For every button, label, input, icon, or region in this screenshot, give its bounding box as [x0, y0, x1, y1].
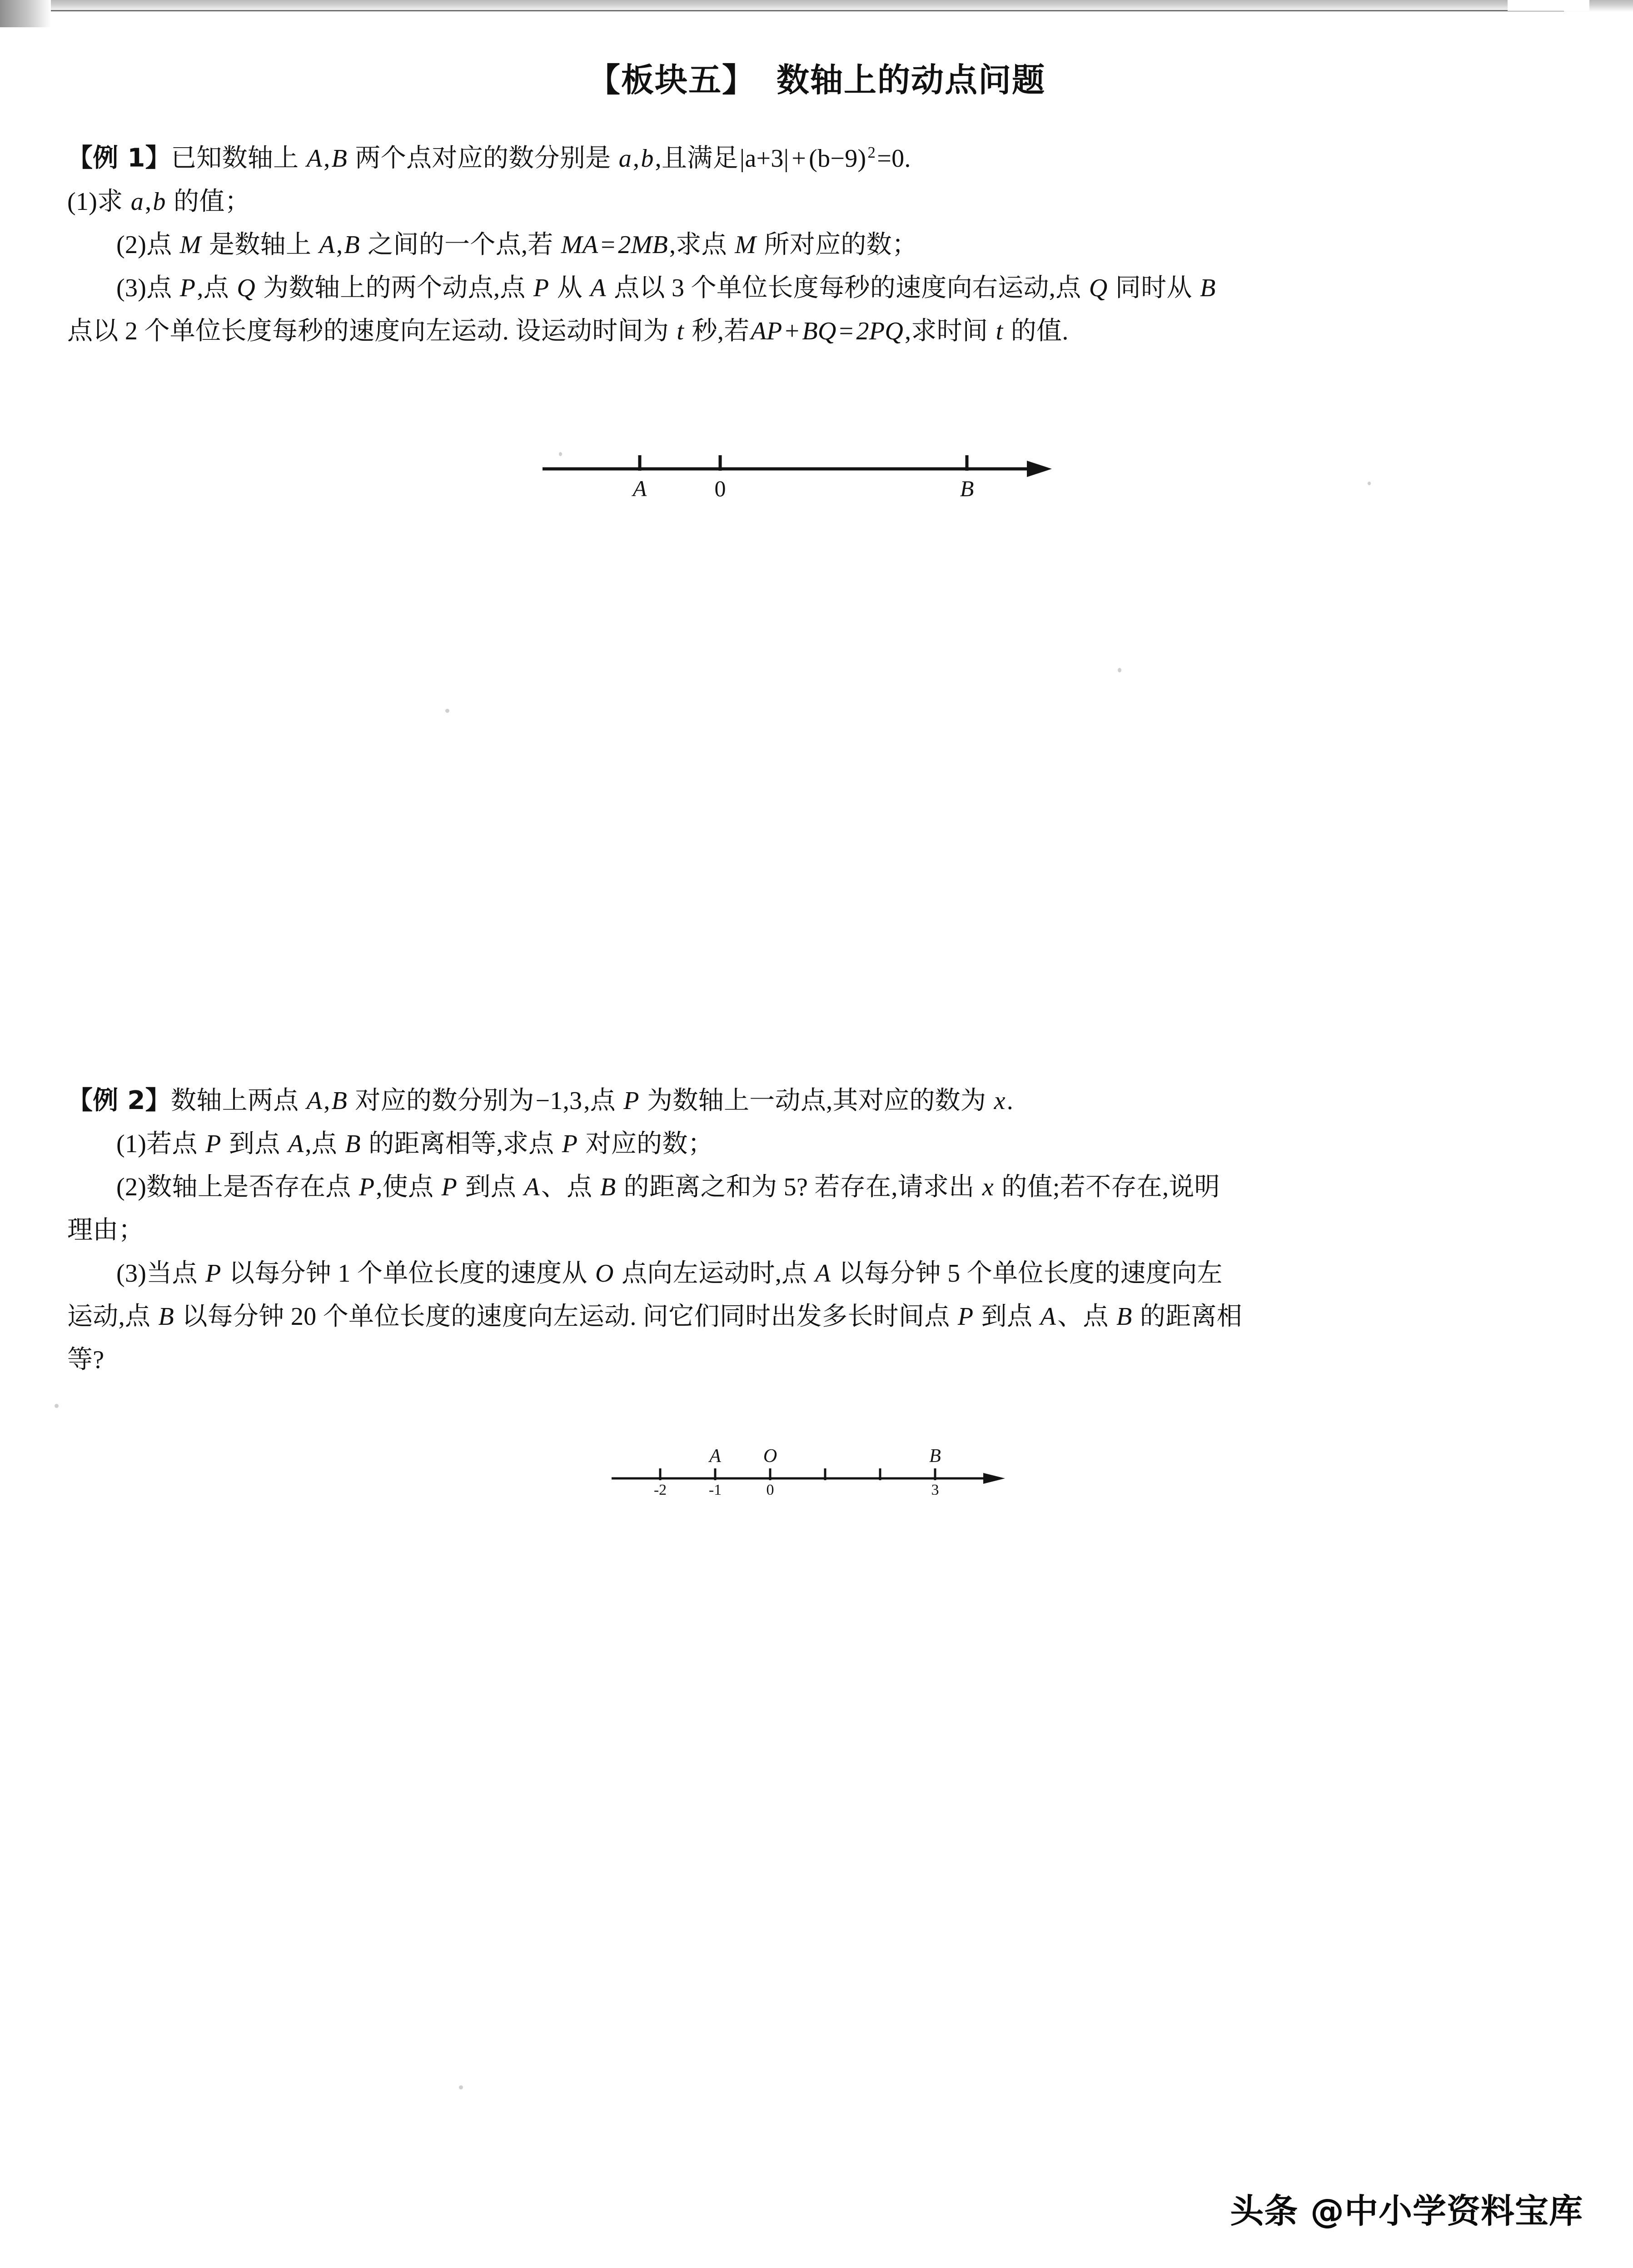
scan-corner-notch — [1508, 0, 1589, 11]
example-2-body — [67, 1079, 1567, 1382]
text: 两个点对应的数分别是 — [349, 144, 617, 173]
text: 的距离相 — [1133, 1303, 1242, 1331]
page-title-bracket: 【板块五】 — [587, 61, 756, 99]
tick-value-zero: 0 — [766, 1482, 774, 1495]
var-P: P — [562, 1130, 578, 1158]
var-Q: Q — [1089, 274, 1108, 302]
text: , — [324, 1087, 330, 1115]
var-O: O — [595, 1259, 614, 1288]
text: ,点 — [583, 1087, 622, 1115]
text: 以每分钟 5 个单位长度的速度向左 — [832, 1259, 1223, 1288]
var-B: B — [331, 144, 348, 173]
axis-arrowhead — [983, 1473, 1005, 1484]
axis-label-A: A — [632, 476, 647, 501]
scan-speck — [1118, 668, 1121, 672]
formula-abs: |a+3| — [739, 144, 789, 173]
formula-square-base: (b−9) — [809, 144, 866, 173]
var-P: P — [358, 1173, 375, 1201]
var-t: t — [677, 317, 684, 345]
var-P: P — [533, 274, 549, 302]
formula-plus: + — [792, 144, 807, 173]
tick-value-three: 3 — [931, 1482, 939, 1495]
text: 、点 — [1057, 1303, 1115, 1331]
text: 以每分钟 20 个单位长度的速度向左运动. 问它们同时出发多长时间点 — [175, 1303, 956, 1331]
point-label-O: O — [763, 1446, 777, 1467]
text: (3)当点 — [116, 1259, 204, 1288]
scan-speck — [1368, 482, 1371, 485]
scan-speck — [445, 709, 449, 713]
text: (2)点 — [116, 230, 179, 259]
text: 的值. — [1004, 317, 1069, 345]
text: ,求时间 — [905, 317, 995, 345]
text: 、点 — [541, 1173, 599, 1201]
var-a: a — [618, 144, 632, 173]
expr-AP: AP — [751, 317, 782, 345]
text: 为数轴上一动点,其对应的数为 — [640, 1087, 993, 1115]
scan-top-rule — [51, 10, 1564, 11]
text: , — [633, 144, 640, 173]
expr-2MB: 2MB — [618, 230, 668, 259]
scan-edge-left — [0, 0, 51, 27]
text: (3)点 — [116, 274, 179, 302]
example-2-question-1 — [67, 1123, 1567, 1166]
text: 秒,若 — [685, 317, 750, 345]
expr-MA: MA — [561, 230, 598, 259]
var-B: B — [331, 1087, 348, 1115]
var-P: P — [205, 1130, 221, 1158]
var-x: x — [982, 1173, 994, 1201]
tick-value-minus1: -1 — [708, 1482, 722, 1495]
var-a: a — [130, 187, 144, 216]
example-2-question-2-line-1 — [67, 1166, 1567, 1209]
text: 的距离相等,求点 — [362, 1130, 561, 1158]
text: 以每分钟 1 个单位长度的速度从 — [222, 1259, 594, 1288]
example-2-question-3-line-2 — [67, 1295, 1567, 1338]
var-Q: Q — [237, 274, 255, 302]
text: 是数轴上 — [202, 230, 318, 259]
example-1-question-1 — [67, 180, 1567, 224]
var-A: A — [590, 274, 606, 302]
watermark: 头条 @中小学资料宝库 — [1230, 2192, 1583, 2231]
point-label-A: A — [709, 1446, 721, 1467]
example-1-question-2 — [67, 224, 1567, 267]
text: 点以 3 个单位长度每秒的速度向右运动,点 — [607, 274, 1088, 302]
var-B: B — [600, 1173, 616, 1201]
var-A: A — [1040, 1303, 1056, 1331]
text: ,且满足 — [655, 144, 738, 173]
example-2-question-3-line-1 — [67, 1252, 1567, 1295]
text: 运动,点 — [67, 1303, 157, 1331]
number-line-example-1 — [541, 436, 1059, 504]
axis-label-zero: 0 — [714, 476, 726, 501]
var-B: B — [1200, 274, 1216, 302]
expr-2PQ: 2PQ — [856, 317, 904, 345]
text: 到点 — [975, 1303, 1039, 1331]
example-1-question-3-line-1 — [67, 267, 1567, 310]
text: 到点 — [222, 1130, 287, 1158]
example-2-question-3-line-3 — [67, 1338, 1567, 1382]
page-title — [0, 54, 1633, 101]
text: 点向左运动时,点 — [615, 1259, 814, 1288]
var-t: t — [996, 317, 1003, 345]
scan-speck — [459, 2085, 463, 2089]
text: 所对应的数； — [757, 230, 918, 259]
text: ,使点 — [376, 1173, 440, 1201]
var-B: B — [1116, 1303, 1132, 1331]
plus: + — [785, 317, 800, 345]
formula-equals-zero: =0. — [877, 144, 911, 173]
example-2-line-1 — [67, 1079, 1567, 1123]
text: 的距离之和为 5? 若存在,请求出 — [617, 1173, 981, 1201]
expr-BQ: BQ — [802, 317, 836, 345]
text: 的值； — [167, 187, 250, 216]
var-A: A — [524, 1173, 540, 1201]
text: , — [324, 144, 330, 173]
var-B: B — [158, 1303, 174, 1331]
var-M: M — [179, 230, 201, 259]
text: 之间的一个点,若 — [361, 230, 560, 259]
text: 从 — [550, 274, 589, 302]
text: ,点 — [305, 1130, 344, 1158]
var-A: A — [306, 1087, 323, 1115]
var-P: P — [623, 1087, 639, 1115]
var-P: P — [205, 1259, 221, 1288]
text: 点以 2 个单位长度每秒的速度向左运动. 设运动时间为 — [67, 317, 676, 345]
var-b: b — [153, 187, 166, 216]
text: ,求点 — [669, 230, 734, 259]
var-A: A — [319, 230, 335, 259]
text: 为数轴上的两个动点,点 — [256, 274, 532, 302]
var-B: B — [345, 1130, 361, 1158]
equals: = — [601, 230, 616, 259]
example-1-line-1 — [67, 131, 1567, 180]
page-title-main: 数轴上的动点问题 — [777, 61, 1046, 99]
tick-value-minus2: -2 — [653, 1482, 667, 1495]
text: 等? — [67, 1346, 105, 1374]
axis-arrowhead — [1027, 461, 1052, 477]
text: 数轴上两点 — [170, 1087, 305, 1115]
formula-exponent: 2 — [867, 144, 876, 161]
text: , — [145, 187, 152, 216]
text: 同时从 — [1109, 274, 1199, 302]
var-P: P — [957, 1303, 974, 1331]
example-2-question-2-line-2 — [67, 1209, 1567, 1252]
var-b: b — [641, 144, 654, 173]
var-B: B — [344, 230, 360, 259]
point-label-B: B — [929, 1446, 941, 1467]
equals: = — [839, 317, 854, 345]
axis-label-B: B — [960, 476, 974, 501]
text: 对应的数分别为 — [349, 1087, 534, 1115]
text: 到点 — [458, 1173, 523, 1201]
text: . — [1006, 1087, 1014, 1115]
values-neg1-3: −1,3 — [535, 1087, 583, 1115]
var-A: A — [306, 144, 323, 173]
var-M: M — [735, 230, 757, 259]
text: ,点 — [197, 274, 236, 302]
var-P: P — [441, 1173, 458, 1201]
number-line-example-2 — [609, 1404, 1018, 1495]
text: 已知数轴上 — [170, 144, 305, 173]
text: (1)若点 — [116, 1130, 204, 1158]
scan-speck — [55, 1404, 59, 1408]
text: (2)数轴上是否存在点 — [116, 1173, 358, 1201]
text: 对应的数； — [579, 1130, 714, 1158]
var-A: A — [815, 1259, 831, 1288]
var-P: P — [179, 274, 196, 302]
example-1-body — [67, 131, 1567, 353]
var-A: A — [288, 1130, 304, 1158]
var-x: x — [994, 1087, 1006, 1115]
text: (1)求 — [67, 187, 129, 216]
text: 的值;若不存在,说明 — [995, 1173, 1220, 1201]
example-1-label: 【例 1】 — [67, 143, 171, 173]
text: 理由； — [67, 1216, 144, 1244]
text: , — [336, 230, 343, 259]
example-2-label: 【例 2】 — [67, 1086, 171, 1115]
example-1-question-3-line-2 — [67, 310, 1567, 353]
